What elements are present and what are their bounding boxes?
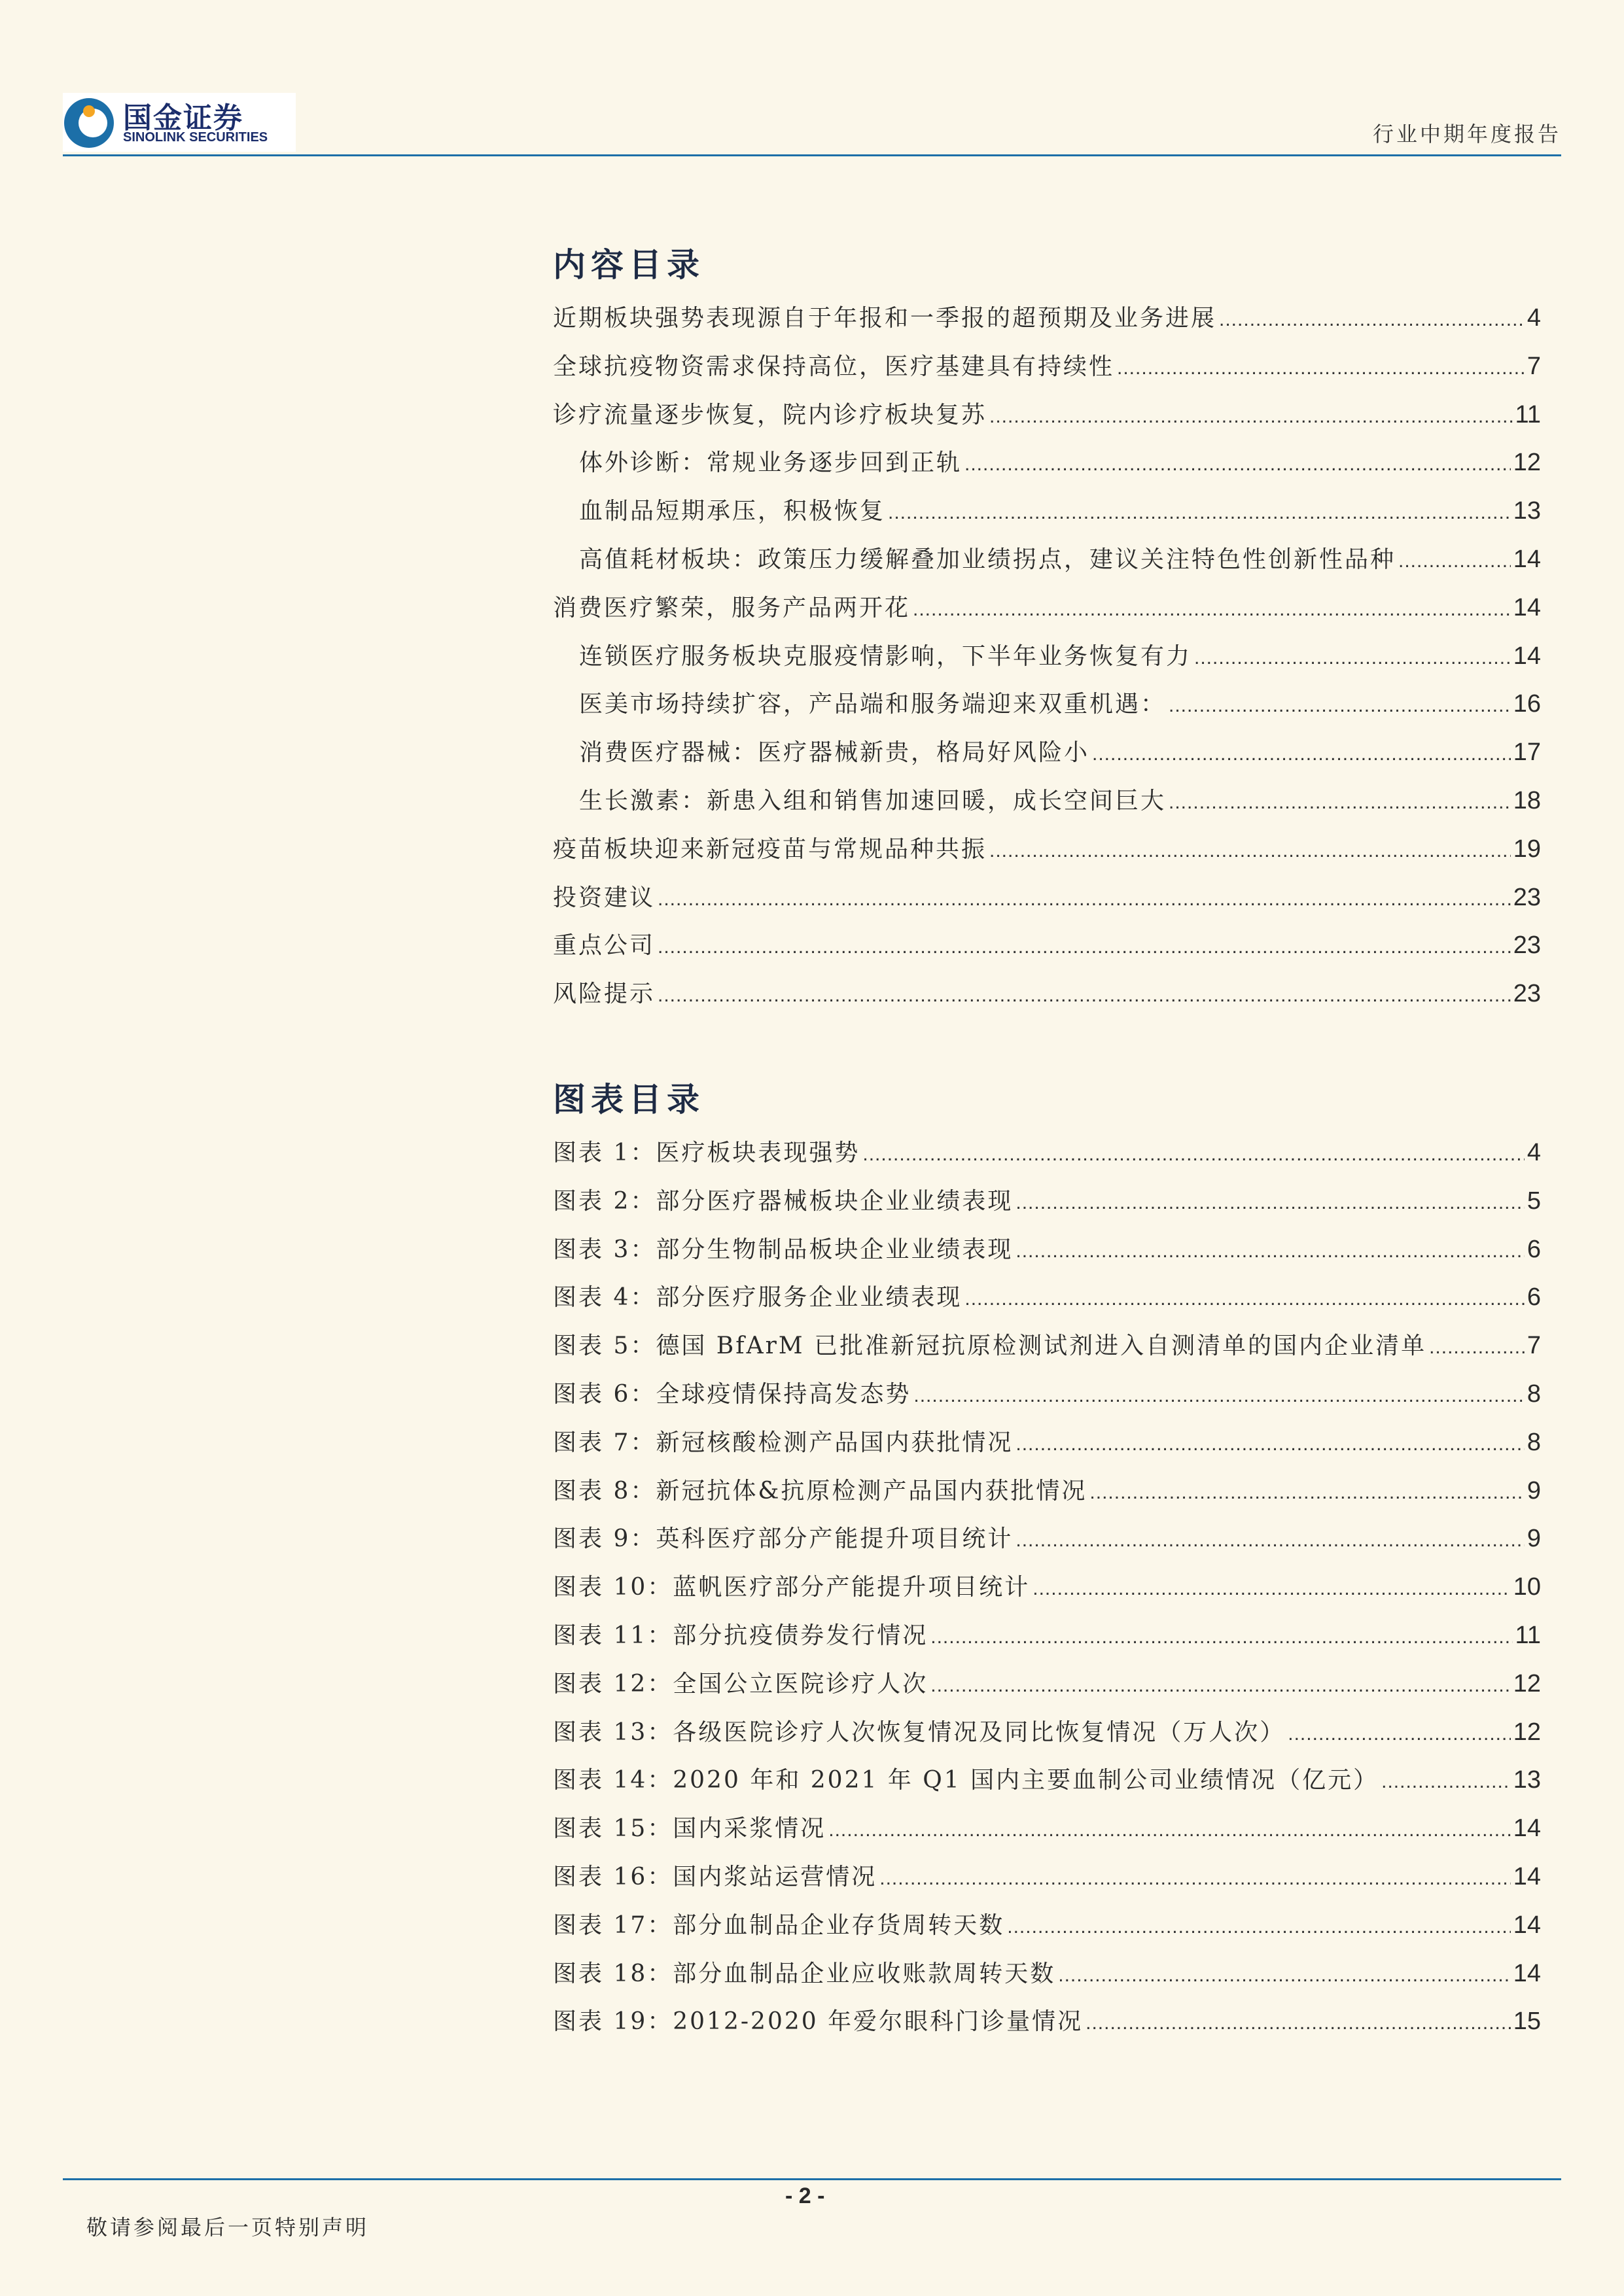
figure-entry[interactable] bbox=[553, 1660, 1541, 1709]
toc-entry[interactable] bbox=[553, 777, 1541, 826]
dot-leader bbox=[1089, 1469, 1524, 1517]
dot-leader bbox=[1092, 730, 1511, 778]
toc-entry[interactable] bbox=[553, 584, 1541, 633]
figure-entry-page-number: 5 bbox=[1527, 1187, 1541, 1215]
dot-leader bbox=[888, 489, 1511, 537]
dot-leader bbox=[1169, 682, 1511, 730]
logo-chinese-name: 国金证券 bbox=[123, 101, 243, 135]
dot-leader bbox=[1117, 344, 1525, 392]
toc-entry-page-number: 13 bbox=[1513, 497, 1541, 525]
figure-entry[interactable] bbox=[553, 1709, 1541, 1757]
figures-list bbox=[553, 1129, 1541, 2046]
dot-leader bbox=[658, 971, 1511, 1020]
figure-entry-label: 图表 4：部分医疗服务企业业绩表现 bbox=[553, 1284, 962, 1312]
toc-entry[interactable] bbox=[553, 970, 1541, 1018]
dot-leader bbox=[930, 1613, 1512, 1661]
page-number: - 2 - bbox=[785, 2183, 825, 2208]
dot-leader bbox=[1015, 1227, 1525, 1276]
dot-leader bbox=[913, 1372, 1525, 1420]
figure-entry[interactable] bbox=[553, 1805, 1541, 1853]
figure-entry-page-number: 12 bbox=[1513, 1669, 1541, 1697]
toc-entry-page-number: 4 bbox=[1527, 304, 1541, 332]
figure-entry-page-number: 11 bbox=[1515, 1621, 1541, 1649]
figure-entry-label: 图表 3：部分生物制品板块企业业绩表现 bbox=[553, 1236, 1014, 1263]
dot-leader bbox=[862, 1130, 1525, 1179]
figure-entry[interactable] bbox=[553, 1419, 1541, 1467]
figure-entry[interactable] bbox=[553, 1129, 1541, 1177]
dot-leader bbox=[1398, 537, 1511, 585]
toc-entry-page-number: 7 bbox=[1527, 352, 1541, 380]
figure-entry-page-number: 10 bbox=[1513, 1573, 1541, 1601]
toc-entry[interactable] bbox=[553, 922, 1541, 970]
toc-entry-label: 高值耗材板块：政策压力缓解叠加业绩拐点，建议关注特色性创新性品种 bbox=[579, 546, 1396, 573]
dot-leader bbox=[1007, 1903, 1510, 1951]
figure-entry-label: 图表 10：蓝帆医疗部分产能提升项目统计 bbox=[553, 1574, 1031, 1601]
figure-entry-page-number: 14 bbox=[1513, 1959, 1541, 1987]
toc-entry-label: 诊疗流量逐步恢复，院内诊疗板块复苏 bbox=[553, 401, 987, 428]
toc-entry-page-number: 12 bbox=[1513, 449, 1541, 477]
figure-entry-page-number: 6 bbox=[1527, 1283, 1541, 1312]
figures-toc bbox=[553, 1070, 1541, 2046]
toc-entry-label: 体外诊断：常规业务逐步回到正轨 bbox=[579, 449, 962, 477]
figure-entry-label: 图表 18：部分血制品企业应收账款周转天数 bbox=[553, 1960, 1056, 1987]
dot-leader bbox=[1219, 296, 1525, 344]
disclaimer-text: 敬请参阅最后一页特别声明 bbox=[86, 2215, 370, 2240]
toc-entry[interactable] bbox=[553, 536, 1541, 584]
page-header bbox=[63, 92, 1561, 157]
figure-entry-label: 图表 6：全球疫情保持高发态势 bbox=[553, 1380, 911, 1408]
dot-leader bbox=[1086, 1999, 1511, 2047]
toc-entry[interactable] bbox=[553, 633, 1541, 681]
figure-entry[interactable] bbox=[553, 1756, 1541, 1805]
toc-entry[interactable] bbox=[553, 826, 1541, 874]
figure-entry-label: 图表 9：英科医疗部分产能提升项目统计 bbox=[553, 1525, 1014, 1553]
toc-entry-page-number: 14 bbox=[1513, 642, 1541, 670]
toc-entry-label: 重点公司 bbox=[553, 932, 656, 960]
toc-entry-page-number: 23 bbox=[1513, 980, 1541, 1008]
toc-entry-page-number: 14 bbox=[1513, 545, 1541, 573]
figure-entry[interactable] bbox=[553, 1612, 1541, 1660]
toc-entry-label: 疫苗板块迎来新冠疫苗与常规品种共振 bbox=[553, 835, 987, 863]
figure-entry-label: 图表 12：全国公立医院诊疗人次 bbox=[553, 1670, 928, 1697]
toc-entry[interactable] bbox=[553, 391, 1541, 440]
report-type-label: 行业中期年度报告 bbox=[1372, 122, 1561, 147]
dot-leader bbox=[658, 875, 1511, 924]
figure-entry-page-number: 7 bbox=[1527, 1332, 1541, 1360]
toc-list bbox=[553, 294, 1541, 1018]
toc-entry-label: 近期板块强势表现源自于年报和一季报的超预期及业务进展 bbox=[553, 305, 1217, 332]
toc-entry-page-number: 18 bbox=[1513, 786, 1541, 814]
dot-leader bbox=[989, 392, 1513, 441]
figure-entry-label: 图表 7：新冠核酸检测产品国内获批情况 bbox=[553, 1429, 1014, 1456]
toc-entry-label: 投资建议 bbox=[553, 884, 656, 911]
sinolink-logo bbox=[63, 93, 296, 152]
toc-entry-page-number: 11 bbox=[1515, 400, 1541, 428]
figure-entry-page-number: 8 bbox=[1527, 1380, 1541, 1408]
dot-leader bbox=[1033, 1565, 1510, 1613]
figure-entry[interactable] bbox=[553, 1370, 1541, 1419]
figure-entry-label: 图表 19：2012-2020 年爱尔眼科门诊量情况 bbox=[553, 2008, 1084, 2036]
dot-leader bbox=[1194, 634, 1511, 682]
figure-entry-label: 图表 13：各级医院诊疗人次恢复情况及同比恢复情况（万人次） bbox=[553, 1718, 1286, 1746]
toc-entry-label: 消费医疗器械：医疗器械新贵，格局好风险小 bbox=[579, 739, 1090, 767]
toc-entry[interactable] bbox=[553, 729, 1541, 777]
figure-entry[interactable] bbox=[553, 1998, 1541, 2046]
toc-entry-label: 全球抗疫物资需求保持高位，医疗基建具有持续性 bbox=[553, 353, 1115, 380]
header-divider bbox=[63, 154, 1561, 156]
figure-entry-page-number: 14 bbox=[1513, 1862, 1541, 1890]
figure-entry-label: 图表 17：部分血制品企业存货周转天数 bbox=[553, 1911, 1005, 1939]
toc-entry-page-number: 23 bbox=[1513, 931, 1541, 960]
figure-entry-label: 图表 5：德国 BfArM 已批准新冠抗原检测试剂进入自测清单的国内企业清单 bbox=[553, 1332, 1427, 1360]
toc-entry-label: 连锁医疗服务板块克服疫情影响，下半年业务恢复有力 bbox=[579, 642, 1192, 670]
figure-entry[interactable] bbox=[553, 1515, 1541, 1563]
figure-entry[interactable] bbox=[553, 1322, 1541, 1370]
dot-leader bbox=[658, 923, 1511, 971]
figure-entry-page-number: 14 bbox=[1513, 1815, 1541, 1843]
toc-entry-label: 消费医疗繁荣，服务产品两开花 bbox=[553, 594, 911, 621]
dot-leader bbox=[1058, 1951, 1510, 2000]
toc-entry-page-number: 17 bbox=[1513, 739, 1541, 767]
figure-entry[interactable] bbox=[553, 1226, 1541, 1274]
figure-entry-label: 图表 2：部分医疗器械板块企业业绩表现 bbox=[553, 1187, 1014, 1215]
dot-leader bbox=[964, 440, 1511, 489]
figure-entry-page-number: 12 bbox=[1513, 1718, 1541, 1746]
dot-leader bbox=[1169, 778, 1511, 827]
toc-entry-page-number: 23 bbox=[1513, 883, 1541, 911]
toc-entry[interactable] bbox=[553, 680, 1541, 729]
dot-leader bbox=[1015, 1516, 1525, 1565]
figure-entry[interactable] bbox=[553, 1853, 1541, 1902]
figure-entry-page-number: 14 bbox=[1513, 1911, 1541, 1939]
figure-entry-label: 图表 15：国内采浆情况 bbox=[553, 1815, 826, 1843]
toc-entry[interactable] bbox=[553, 439, 1541, 487]
dot-leader bbox=[1288, 1710, 1510, 1758]
dot-leader bbox=[1429, 1323, 1525, 1372]
figure-entry[interactable] bbox=[553, 1563, 1541, 1612]
dot-leader bbox=[1381, 1758, 1511, 1806]
figure-entry[interactable] bbox=[553, 1467, 1541, 1516]
dot-leader bbox=[1015, 1420, 1525, 1469]
content-toc bbox=[553, 235, 1541, 1018]
toc-entry-label: 风险提示 bbox=[553, 981, 656, 1008]
toc-entry[interactable] bbox=[553, 343, 1541, 391]
toc-entry-label: 血制品短期承压，积极恢复 bbox=[579, 498, 886, 525]
toc-entry[interactable] bbox=[553, 294, 1541, 343]
dot-leader bbox=[964, 1275, 1525, 1323]
figure-entry-label: 图表 1：医疗板块表现强势 bbox=[553, 1139, 860, 1166]
figure-entry-page-number: 9 bbox=[1527, 1476, 1541, 1505]
dot-leader bbox=[1015, 1179, 1525, 1227]
dot-leader bbox=[989, 827, 1511, 875]
figure-entry[interactable] bbox=[553, 1177, 1541, 1226]
logo-english-name: SINOLINK SECURITIES bbox=[123, 130, 268, 145]
toc-entry-page-number: 19 bbox=[1513, 835, 1541, 863]
figure-entry-label: 图表 11：部分抗疫债券发行情况 bbox=[553, 1622, 928, 1649]
figure-entry-page-number: 8 bbox=[1527, 1428, 1541, 1456]
footer-divider bbox=[63, 2178, 1561, 2180]
toc-entry-page-number: 16 bbox=[1513, 690, 1541, 718]
figure-entry-page-number: 9 bbox=[1527, 1525, 1541, 1553]
toc-entry[interactable] bbox=[553, 874, 1541, 922]
dot-leader bbox=[913, 585, 1511, 634]
figure-entry-page-number: 6 bbox=[1527, 1235, 1541, 1263]
toc-entry-label: 医美市场持续扩容，产品端和服务端迎来双重机遇： bbox=[579, 691, 1167, 718]
dot-leader bbox=[828, 1806, 1510, 1854]
figure-entry[interactable] bbox=[553, 1902, 1541, 1950]
toc-title: 内容目录 bbox=[553, 245, 705, 284]
sinolink-logo-icon bbox=[63, 97, 115, 149]
figure-entry-label: 图表 14：2020 年和 2021 年 Q1 国内主要血制公司业绩情况（亿元） bbox=[553, 1767, 1379, 1794]
figure-entry[interactable] bbox=[553, 1274, 1541, 1322]
figure-entry-page-number: 13 bbox=[1513, 1766, 1541, 1794]
figure-entry-label: 图表 8：新冠抗体&抗原检测产品国内获批情况 bbox=[553, 1477, 1087, 1505]
figure-entry-page-number: 15 bbox=[1513, 2008, 1541, 2036]
figures-title: 图表目录 bbox=[553, 1080, 705, 1119]
dot-leader bbox=[930, 1661, 1510, 1710]
toc-entry[interactable] bbox=[553, 487, 1541, 536]
toc-entry-page-number: 14 bbox=[1513, 593, 1541, 621]
figure-entry-label: 图表 16：国内浆站运营情况 bbox=[553, 1863, 877, 1890]
figure-entry[interactable] bbox=[553, 1950, 1541, 1998]
toc-entry-label: 生长激素：新患入组和销售加速回暖，成长空间巨大 bbox=[579, 787, 1167, 814]
dot-leader bbox=[879, 1854, 1510, 1903]
figure-entry-page-number: 4 bbox=[1527, 1139, 1541, 1166]
